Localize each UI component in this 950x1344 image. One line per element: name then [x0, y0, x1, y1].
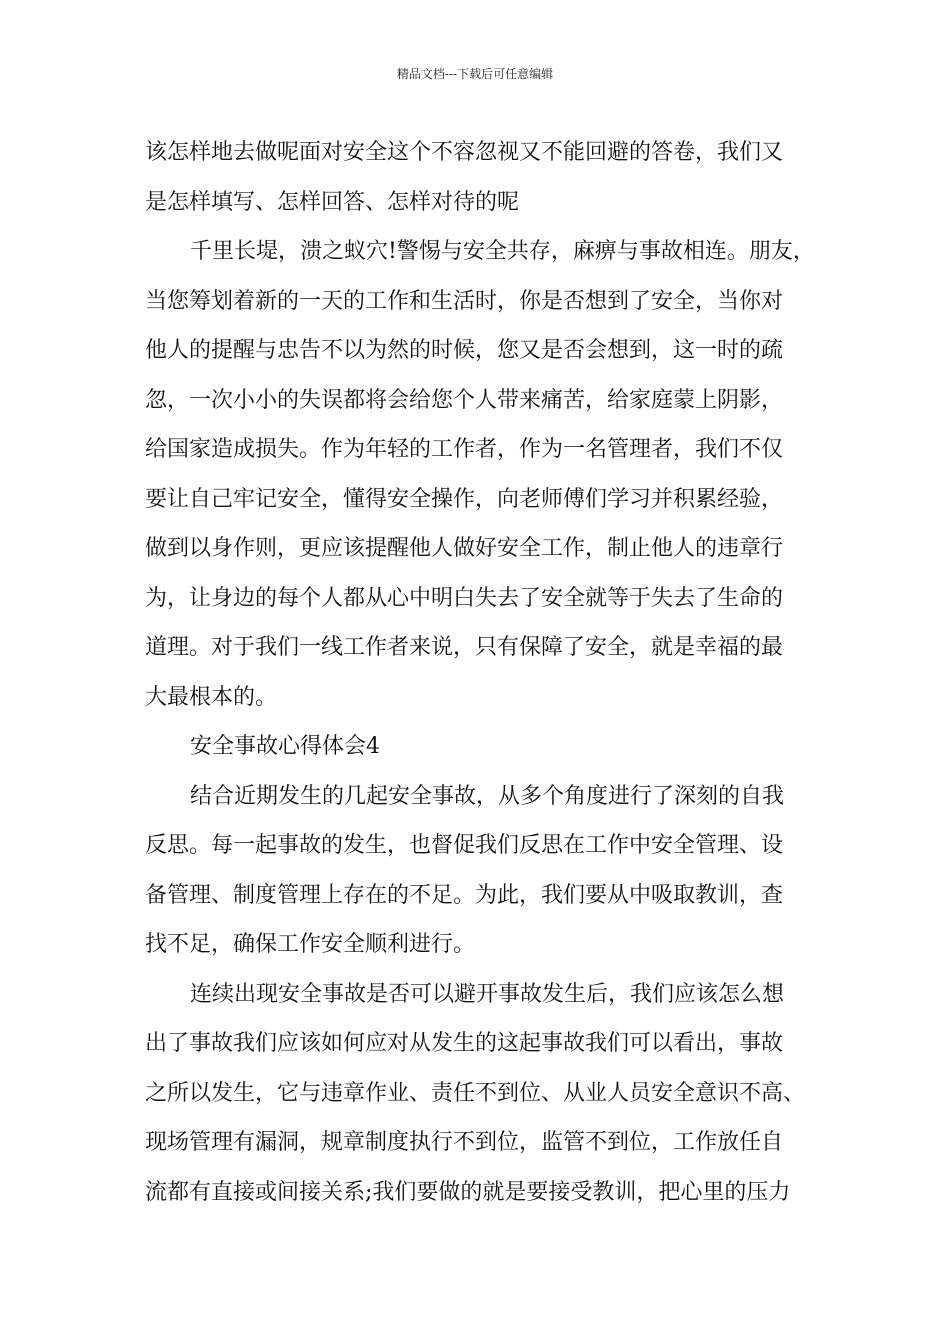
paragraph-first-line: 结合近期发生的几起安全事故，从多个角度进行了深刻的自我	[190, 783, 785, 809]
body-line: 做到以身作则，更应该提醒他人做好安全工作，制止他人的违章行	[145, 536, 784, 561]
paragraph-first-line: 千里长堤，溃之蚁穴!警惕与安全共存，麻痹与事故相连。朋友，	[190, 239, 815, 264]
document-body	[145, 128, 829, 1217]
body-line: 该怎样地去做呢面对安全这个不容忽视又不能回避的答卷，我们又	[145, 140, 784, 165]
body-line: 忽，一次小小的失误都将会给您个人带来痛苦，给家庭蒙上阴影，	[145, 387, 784, 413]
body-line: 备管理、制度管理上存在的不足。为此，我们要从中吸取教训，查	[145, 882, 784, 908]
body-line: 给国家造成损失。作为年轻的工作者，作为一名管理者，我们不仅	[145, 437, 784, 462]
body-line: 找不足，确保工作安全顺利进行。	[145, 932, 476, 957]
body-line: 大最根本的。	[145, 684, 278, 710]
body-line: 当您筹划着新的一天的工作和生活时，你是否想到了安全，当你对	[145, 288, 784, 314]
body-line: 出了事故我们应该如何应对从发生的这起事故我们可以看出，事故	[145, 1031, 784, 1056]
section-heading: 安全事故心得体会4	[190, 734, 380, 759]
body-line: 现场管理有漏洞，规章制度执行不到位，监管不到位，工作放任自	[145, 1130, 784, 1155]
body-line: 道理。对于我们一线工作者来说，只有保障了安全，就是幸福的最	[145, 635, 784, 660]
page-header: 精品文档---下载后可任意编辑	[396, 67, 554, 81]
body-line: 要让自己牢记安全，懂得安全操作，向老师傅们学习并积累经验，	[145, 486, 784, 512]
body-line: 流都有直接或间接关系;我们要做的就是要接受教训，把心里的压力	[145, 1179, 791, 1205]
body-line: 为，让身边的每个人都从心中明白失去了安全就等于失去了生命的	[145, 585, 784, 611]
paragraph-first-line: 连续出现安全事故是否可以避开事故发生后，我们应该怎么想	[190, 981, 785, 1007]
body-line: 他人的提醒与忠告不以为然的时候，您又是否会想到，这一时的疏	[145, 338, 784, 363]
body-line: 之所以发生，它与违章作业、责任不到位、从业人员安全意识不高、	[145, 1080, 806, 1106]
body-line: 反思。每一起事故的发生，也督促我们反思在工作中安全管理、设	[145, 833, 784, 858]
body-line: 是怎样填写、怎样回答、怎样对待的呢	[145, 189, 520, 215]
